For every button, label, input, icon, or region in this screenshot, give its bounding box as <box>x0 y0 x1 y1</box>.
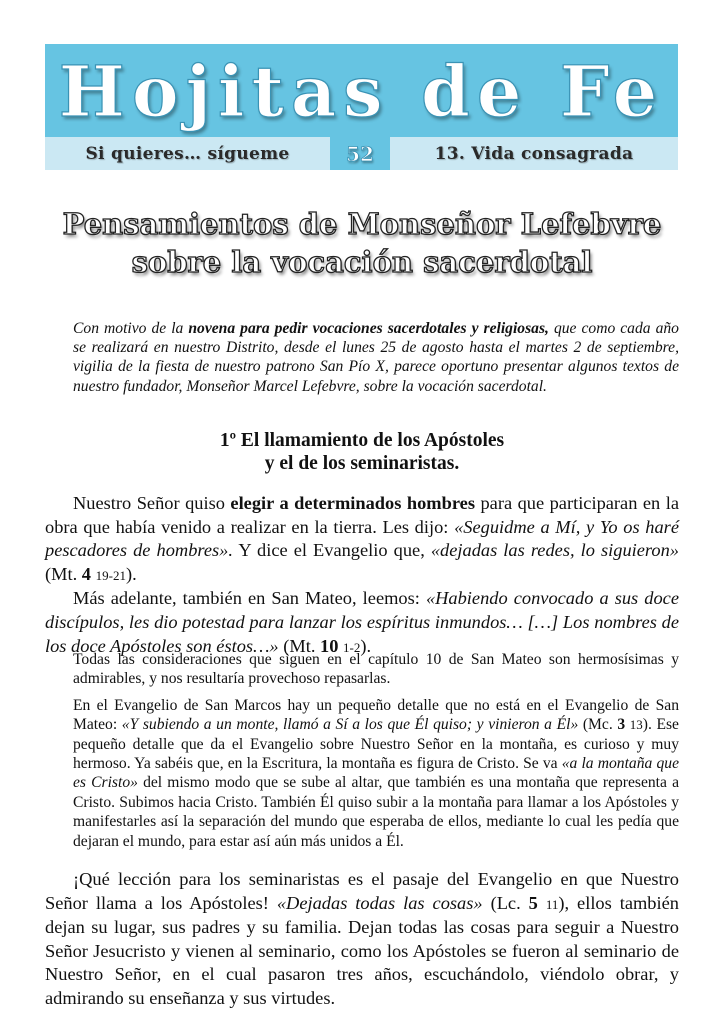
section-heading-line-1: 1º El llamamiento de los Apóstoles <box>219 430 505 451</box>
section-heading <box>40 429 684 475</box>
series-label: Si quieres… sígueme <box>85 143 290 164</box>
text: ). Ese pequeño detalle que da el Evangelio sobre Nuestro Señor en la montaña, es curioso y muy hermoso. Ya sabéis que, en la Escritura, la montaña es figura de Cristo. Se va <box>73 716 679 773</box>
topic-label: 13. Vida consagrada <box>434 143 634 164</box>
reference-verses: 1-2 <box>343 639 361 655</box>
reference-chapter: 5 <box>528 892 538 913</box>
text: para que participaran en la obra que había venido a realizar en la tierra. Les dijo: <box>45 493 679 537</box>
text: Más adelante, también en San Mateo, leemos: <box>73 588 426 609</box>
quotation: «Seguidme a Mí, y Yo os haré pescadores de hombres». <box>45 516 679 561</box>
intro-emphasis: novena para pedir vocaciones sacerdotales y religiosas, <box>188 320 549 337</box>
reference-verses: 11 <box>545 896 559 912</box>
text: del mismo modo que se sube al altar, que también es una montaña que representa a Cristo. Subimos hacia Cristo. También Él quiso subir a la montaña para llamar a los Apóstoles y manifestarles así la separación del mundo que esperaba de ellos, mediante lo cual les pedía que dejaran el mundo, para estar así aún más unidos a Él. <box>73 774 679 850</box>
text: En el Evangelio de San Marcos hay un pequeño detalle que no está en el Evangelio de San Mateo: <box>73 696 679 734</box>
masthead <box>45 44 678 170</box>
indented-paragraph <box>73 696 679 851</box>
body-paragraph <box>45 492 679 587</box>
text: ), ellos también dejan su lugar, sus padres y su familia. Dejan todas las cosas para seguir a Nuestro Señor Jesucristo y vienen al seminario, como los Apóstoles se fueron al seminario de Nuestro Señor, en el cual pasaron tres años, escuchándolo, viéndolo obrar, y admirando su enseñanza y sus virtudes. <box>45 892 679 1008</box>
text: ¡Qué lección para los seminaristas es el pasaje del Evangelio en que Nuestro Señor llama a los Apóstoles! <box>45 869 679 913</box>
article-title <box>40 205 684 281</box>
issue-number-box <box>330 137 390 170</box>
masthead-band <box>45 137 678 170</box>
text: ). <box>125 563 137 584</box>
quotation: «Dejadas todas las cosas» <box>276 892 483 913</box>
text: (Lc. <box>482 892 529 913</box>
text: ). <box>360 635 372 656</box>
issue-number: 52 <box>346 141 374 166</box>
intro-text: que como cada año se realizará en nuestro Distrito, desde el lunes 25 de agosto hasta el martes 2 de septiembre, vigilia de la fiesta de nuestro patrono San Pío X, parece oportuno presentar algunos textos de nuestro fundador, Monseñor Marcel Lefebvre, sobre la vocación sacerdotal. <box>73 320 679 395</box>
emphasis: elegir a determinados hombres <box>230 493 475 513</box>
publication-title: Hojitas de Fe <box>58 50 665 133</box>
series-label-box <box>45 137 330 170</box>
indented-block <box>73 650 679 851</box>
reference-chapter: 10 <box>320 635 339 656</box>
body-paragraph <box>45 868 679 1011</box>
indented-paragraph: Todas las consideraciones que siguen en el capítulo 10 de San Mateo son hermosísimas y admirables, y nos resultaría provechoso repasarlas. <box>73 651 679 688</box>
article-title-line-1: Pensamientos de Monseñor Lefebvre <box>62 207 662 241</box>
reference-verses: 13 <box>629 717 643 733</box>
text: Nuestro Señor quiso <box>73 493 231 513</box>
text: (Mc. <box>578 716 618 734</box>
intro-text: Con motivo de la <box>73 320 189 337</box>
section-heading-line-2: y el de los seminaristas. <box>264 453 460 474</box>
reference-chapter: 4 <box>81 563 91 584</box>
reference-verses: 19-21 <box>95 567 126 583</box>
quotation: «dejadas las redes, lo siguieron» <box>430 540 679 561</box>
intro-paragraph <box>73 319 679 396</box>
topic-label-box <box>390 137 678 170</box>
body-block-2 <box>45 868 679 1011</box>
text: (Mt. <box>278 635 321 656</box>
reference-chapter: 3 <box>617 716 626 734</box>
body-block-1 <box>45 492 679 659</box>
quotation: «Habiendo convocado a sus doce discípulos, les dio potestad para lanzar los espíritus inmundos… […] Los nombres de los doce Apóstoles son éstos…» <box>45 588 679 656</box>
quotation: «a la montaña que es Cristo» <box>73 755 679 792</box>
text: Y dice el Evangelio que, <box>232 540 431 561</box>
body-paragraph <box>45 587 679 659</box>
article-title-line-2: sobre la vocación sacerdotal <box>131 245 593 279</box>
text: (Mt. <box>45 563 82 584</box>
quotation: «Y subiendo a un monte, llamó a Sí a los que Él quiso; y vinieron a Él» <box>121 716 579 734</box>
